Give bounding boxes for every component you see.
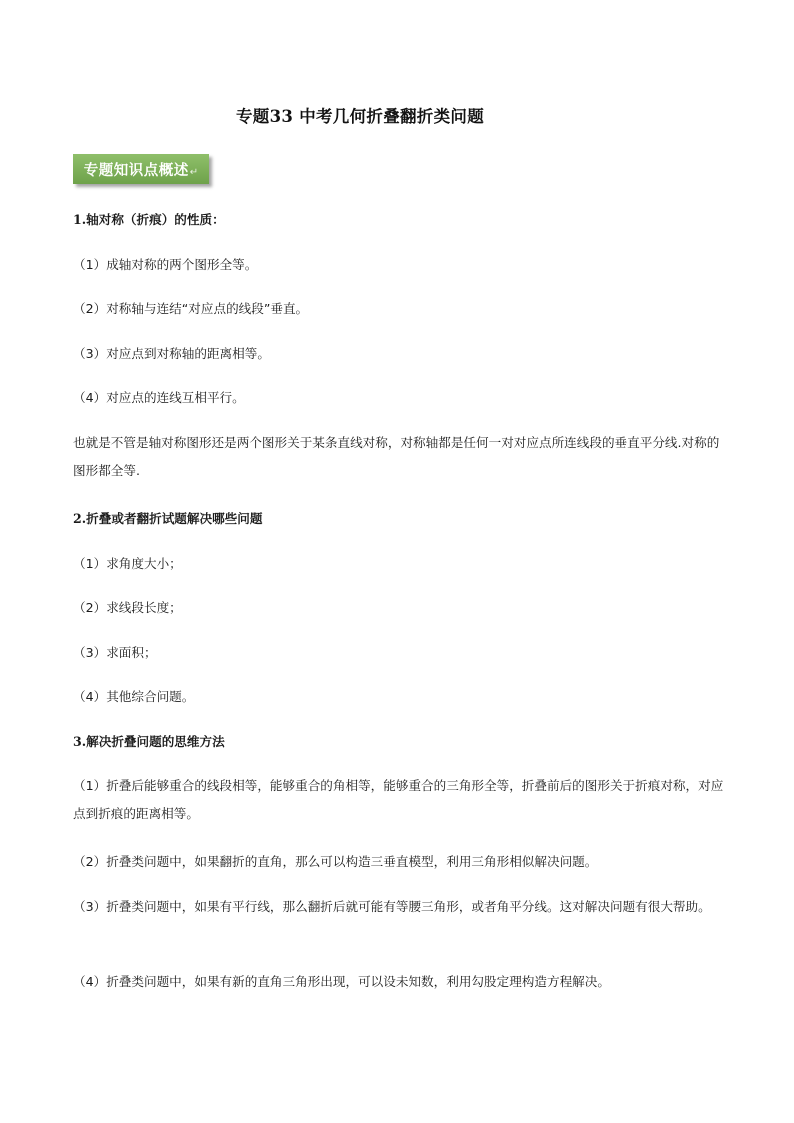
section-2-item-1: （1）求角度大小； <box>73 556 182 571</box>
section-3-item-3: （3）折叠类问题中，如果有平行线，那么翻折后就可能有等腰三角形，或者角平分线。这对解决问题有很大帮助。 <box>73 899 711 914</box>
page-title: 专题33 中考几何折叠翻折类问题 <box>235 107 484 126</box>
section-1-summary: 也就是不管是轴对称图形还是两个图形关于某条直线对称，对称轴都是任何一对对应点所连线段的垂直平分线.对称的图形都全等. <box>73 435 720 478</box>
section-2-item-3: （3）求面积； <box>73 645 157 660</box>
section-2-item-2: （2）求线段长度； <box>73 600 182 615</box>
section-banner <box>73 154 209 184</box>
section-3-heading: 3.解决折叠问题的思维方法 <box>73 734 225 749</box>
paragraph-return-icon: ↵ <box>189 166 199 178</box>
section-3-item-2: （2）折叠类问题中，如果翻折的直角，那么可以构造三垂直模型，利用三角形相似解决问题。 <box>73 854 598 869</box>
section-1-heading: 1.轴对称（折痕）的性质： <box>73 212 225 227</box>
banner-label: 专题知识点概述 <box>83 161 189 179</box>
section-1-item-2: （2）对称轴与连结“对应点的线段”垂直。 <box>73 301 309 316</box>
section-1-item-4: （4）对应点的连线互相平行。 <box>73 390 245 405</box>
section-3-item-1: （1）折叠后能够重合的线段相等，能够重合的角相等，能够重合的三角形全等，折叠前后的图形关于折痕对称，对应点到折痕的距离相等。 <box>73 778 724 821</box>
section-3-item-4: （4）折叠类问题中，如果有新的直角三角形出现，可以设未知数，利用勾股定理构造方程解决。 <box>73 974 610 989</box>
section-2-heading: 2.折叠或者翻折试题解决哪些问题 <box>73 511 263 526</box>
section-2-item-4: （4）其他综合问题。 <box>73 689 195 704</box>
section-1-item-3: （3）对应点到对称轴的距离相等。 <box>73 346 270 361</box>
section-1-item-1: （1）成轴对称的两个图形全等。 <box>73 257 258 272</box>
